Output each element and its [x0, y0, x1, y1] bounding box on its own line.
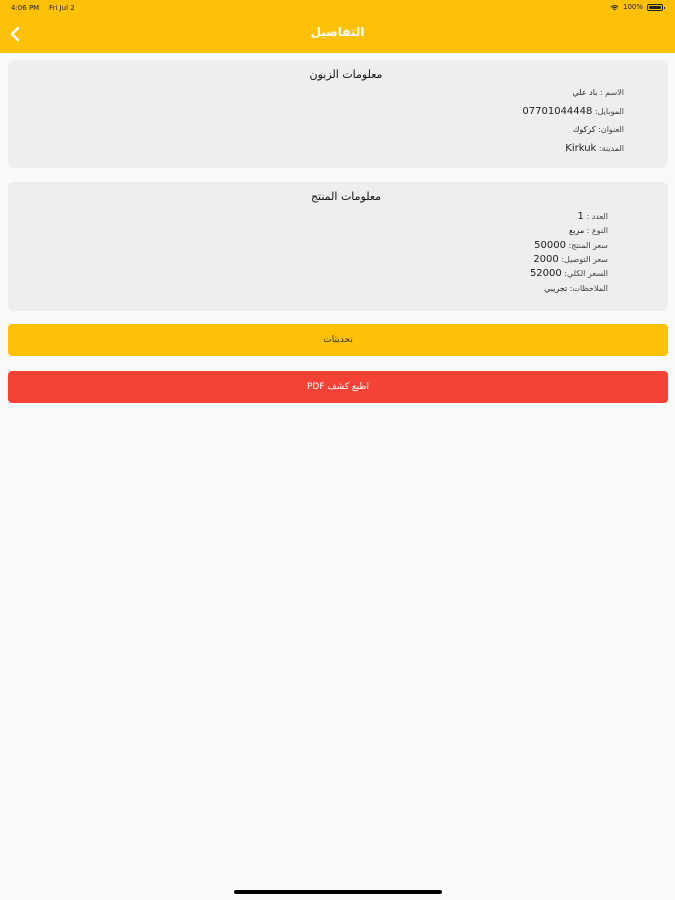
print-pdf-button[interactable]: اطبع كشف PDF	[8, 371, 668, 403]
product-total-row	[388, 268, 608, 279]
status-date: Fri Jul 2	[49, 4, 75, 12]
product-type-label: النوع :	[586, 226, 608, 235]
product-price-row	[388, 240, 608, 251]
customer-info-title: معلومات الزبون	[309, 68, 383, 81]
customer-city-row	[404, 143, 624, 154]
customer-city-label: المدينة:	[598, 144, 624, 153]
product-total-value: 52000	[529, 268, 562, 279]
customer-mobile-label: الموبايل:	[594, 107, 624, 116]
product-notes-row	[388, 284, 608, 293]
customer-name-row	[404, 88, 624, 97]
customer-info-card	[8, 60, 668, 168]
customer-city-value: Kirkuk	[565, 143, 597, 154]
customer-address-row	[404, 125, 624, 134]
battery-percent: 100%	[622, 3, 643, 11]
battery-icon	[647, 4, 663, 11]
product-count-value: 1	[577, 211, 584, 222]
product-delivery-label: سعر التوصيل:	[561, 255, 608, 264]
product-price-label: سعر المنتج:	[568, 241, 608, 250]
product-total-label: السعر الكلي:	[564, 269, 608, 278]
status-right	[610, 3, 663, 11]
customer-name-label: الاسم :	[599, 88, 624, 97]
page-title: التفاصيل	[310, 25, 365, 39]
product-type-row	[388, 226, 608, 235]
product-delivery-value: 2000	[533, 254, 559, 265]
wifi-icon	[610, 4, 619, 11]
product-count-label: العدد :	[586, 212, 608, 221]
customer-address-value: كركوك	[572, 125, 596, 134]
home-indicator	[234, 890, 442, 894]
product-info-title: معلومات المنتج	[310, 190, 382, 203]
product-count-row	[388, 211, 608, 222]
product-notes-value: تجريبي	[544, 284, 568, 293]
status-bar	[0, 0, 675, 16]
product-price-value: 50000	[534, 240, 566, 251]
customer-mobile-row	[404, 106, 624, 117]
product-notes-label: الملاحظات:	[569, 284, 608, 293]
product-delivery-row	[388, 254, 608, 265]
status-time: 4:06 PM	[11, 4, 40, 12]
product-type-value: مربع	[569, 226, 585, 235]
customer-address-label: العنوان:	[598, 125, 624, 134]
customer-name-value: باد علي	[572, 88, 598, 97]
update-button[interactable]: تحديثات	[8, 324, 668, 356]
app-header	[0, 0, 675, 53]
product-info-card	[8, 182, 668, 311]
customer-mobile-value: 07701044448	[522, 106, 593, 117]
